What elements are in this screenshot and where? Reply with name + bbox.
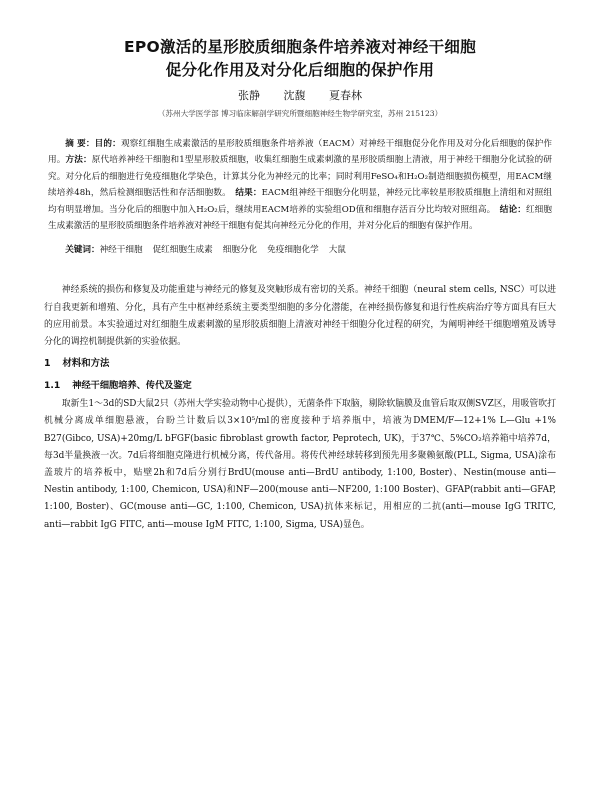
objective-label: 目的： [94, 139, 121, 149]
keyword: 免疫细胞化学 [267, 245, 319, 256]
keyword: 大鼠 [328, 245, 346, 256]
body-text [44, 282, 556, 533]
author-name: 沈馥 [283, 89, 306, 102]
methods-paragraph: 取新生1～3d的SD大鼠2只（苏州大学实验动物中心提供），无菌条件下取脑，剔除软脑膜及血管后取双侧SVZ区，用吸管吹打机械分离成单细胞悬液，台盼兰计数后以3×10⁵/ml的密度接种于培养瓶中，培液为DMEM/F—12+1% L—Glu +1% B27(Gibco, USA)+20mg/L bFGF(basic fibroblast growth factor, Peprotech, UK)，于37℃、5%CO₂培养箱中培养7d，每3d半量换液一次。7d后将细胞克隆进行机械分离，传代备用。将传代神经球转移到预先用多聚赖氨酸(PLL, Sigma, USA)涂布盖玻片的培养板中，贴壁2h和7d后分别行BrdU(mouse anti—BrdU antibody, 1:100, Boster)、Nestin(mouse anti—Nestin antibody, 1:100, Chemicon, USA)和NF—200(mouse anti—NF200, 1:100 Boster)、GFAP(rabbit anti—GFAP, 1:100, Boster)、GC(mouse anti—GC, 1:100, Chemicon, USA)抗体来标记，用相应的二抗(anti—mouse IgG TRITC, anti—rabbit IgG FITC, anti—mouse IgM FITC, 1:100, Sigma, USA)显色。 [44, 399, 556, 530]
methods-text: 原代培养神经干细胞和1型星形胶质细胞，收集红细胞生成素刺激的星形胶质细胞上清液，用于神经干细胞分化试验的研究。对分化后的细胞进行免疫细胞化学染色，计算其分化为神经元的比率；同时利用FeSO₄和H₂O₂制造细胞损伤模型，用EACM继续培养48h，然后检测细胞活性和存活细胞数。 [48, 155, 552, 199]
subsection-number: 1.1 [44, 380, 61, 392]
intro-paragraph: 神经系统的损伤和修复及功能重建与神经元的修复及突触形成有密切的关系。神经干细胞（neural stem cells, NSC）可以进行自我更新和增殖、分化，具有产生中枢神经系统主要类型细胞的多分化潜能，在神经损伤修复和退行性疾病治疗等方面具有巨大的应用前景。本实验通过对红细胞生成素刺激的星形胶质细胞上清液对神经干细胞分化过程的研究，为阐明神经干细胞增殖及诱导分化的调控机制提供新的实验依据。 [44, 285, 556, 348]
results-text: EACM组神经干细胞分化明显，神经元比率较星形胶质细胞上清组和对照组均有明显增加。当分化后的细胞中加入H₂O₂后，继续用EACM培养的实验组OD值和细胞存活百分比均较对照组高。 [48, 188, 552, 215]
section-title: 材料和方法 [62, 358, 110, 370]
abstract [48, 136, 552, 234]
section-heading [44, 354, 556, 374]
title-line-2: 促分化作用及对分化后细胞的保护作用 [165, 61, 435, 79]
results-label: 结果： [235, 188, 262, 199]
affiliation: （苏州大学医学部 博习临床解剖学研究所暨细胞神经生物学研究室，苏州 215123） [157, 109, 443, 118]
keywords-label: 关键词： [65, 245, 100, 256]
author-name: 张静 [238, 89, 260, 102]
conclusion-label: 结论： [499, 204, 526, 215]
keywords [48, 242, 552, 258]
methods-label: 方法： [65, 155, 92, 166]
keyword: 细胞分化 [222, 245, 258, 256]
subsection-title: 神经干细胞培养、传代及鉴定 [72, 380, 192, 392]
title-line-1: EPO激活的星形胶质细胞条件培养液对神经干细胞 [123, 38, 477, 56]
conclusion-text: 红细胞生成素激活的星形胶质细胞条件培养液对神经干细胞有促其向神经元分化的作用，并对分化后的细胞有保护作用。 [48, 204, 552, 232]
section-number: 1 [44, 358, 51, 370]
keyword: 神经干细胞 [99, 245, 143, 256]
keyword: 促红细胞生成素 [152, 245, 213, 256]
objective-text: 观察红细胞生成素激活的星形胶质细胞条件培养液（EACM）对神经干细胞促分化作用及对分化后细胞的保护作用。 [48, 139, 552, 166]
subsection-heading [44, 376, 556, 396]
author-name: 夏春林 [329, 89, 362, 102]
abstract-label: 摘 要： [65, 139, 95, 149]
author-list [44, 88, 556, 104]
paper-title [44, 36, 556, 82]
